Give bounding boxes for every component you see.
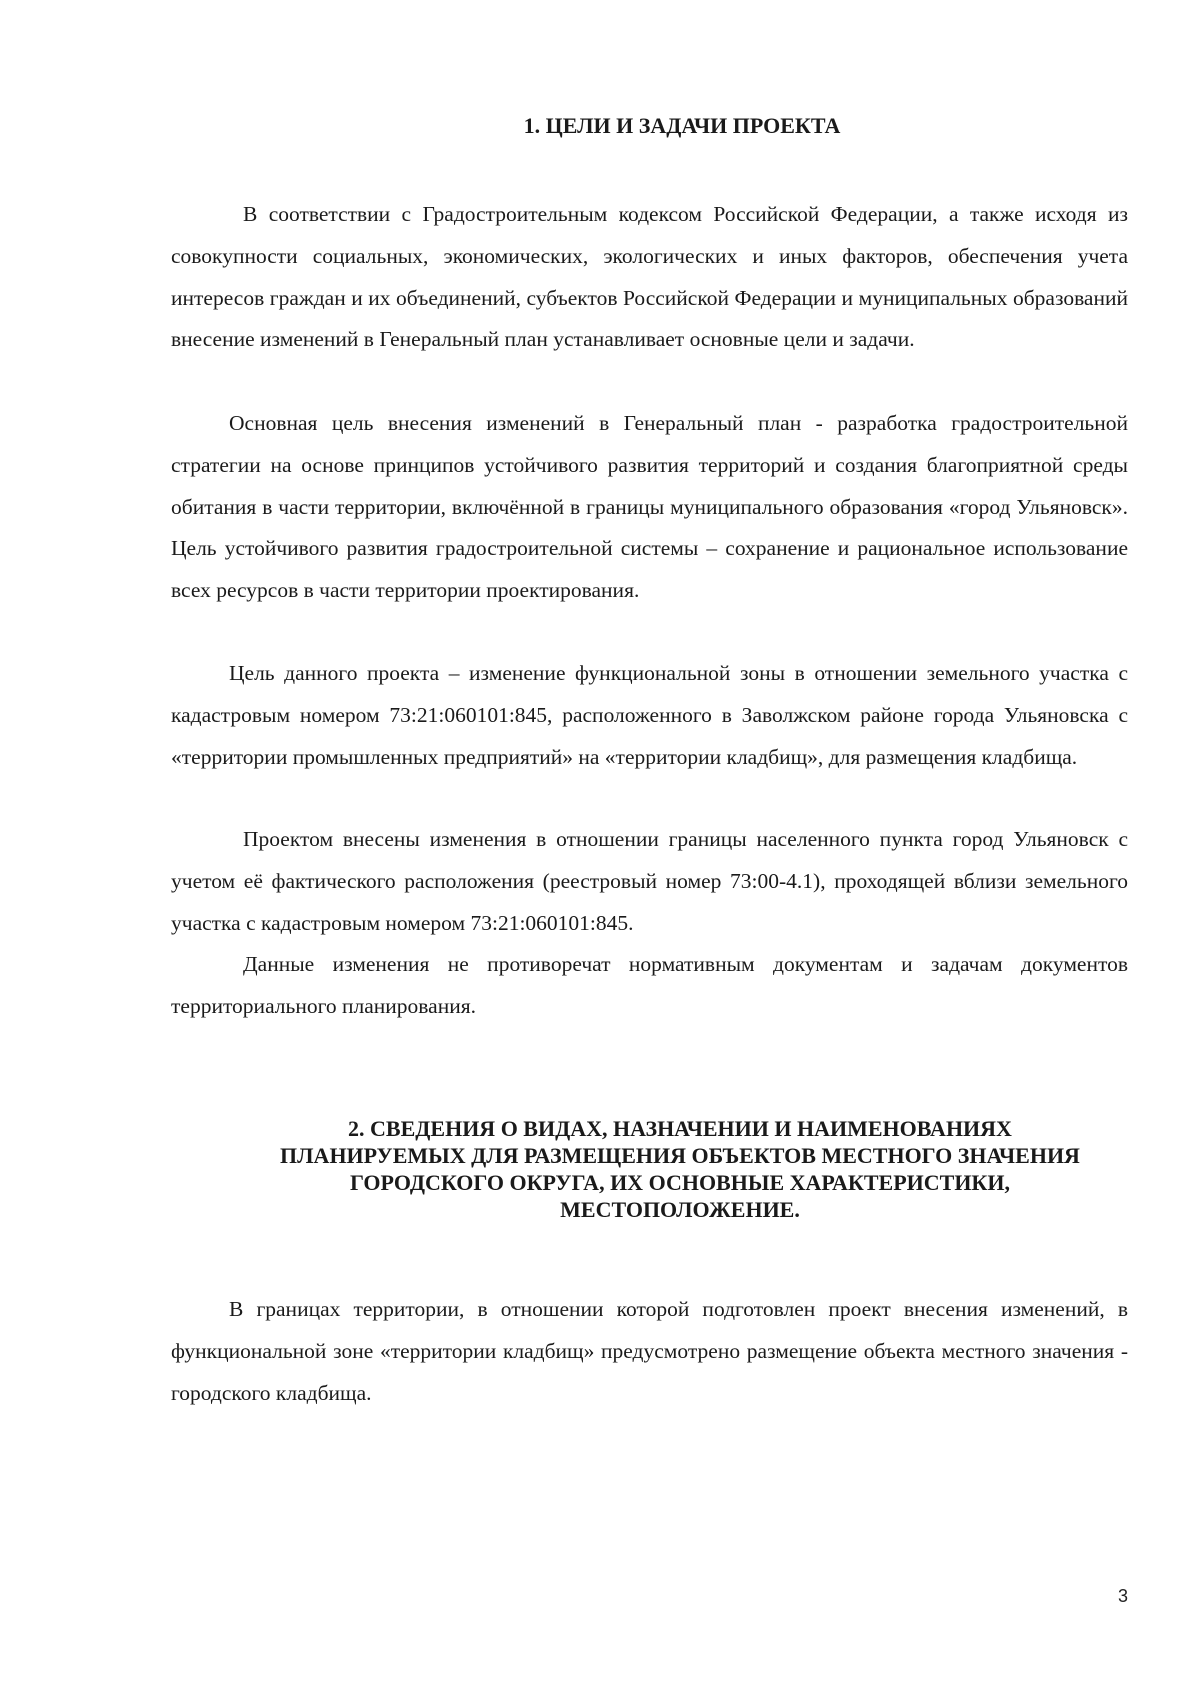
section-1-paragraph-4: Проектом внесены изменения в отношении границы населенного пункта город Ульяновск с учетом её фактического расположения (реестровый номер 73:00-4.1), проходящей вблизи земельного участка с кадастровым номером 73:21:060101:845. [171,827,1128,935]
section-2-title [200,1115,1160,1223]
section-2-title-line-4: МЕСТОПОЛОЖЕНИЕ. [560,1197,800,1222]
section-1-paragraph-2: Основная цель внесения изменений в Генеральный план - разработка градостроительной стратегии на основе принципов устойчивого развития территорий и создания благоприятной среды обитания в части территории, включённой в границы муниципального образования «город Ульяновск». Цель устойчивого развития градостроительной системы – сохранение и рациональное использование всех ресурсов в части территории проектирования. [171,411,1128,603]
section-1-title: 1. ЦЕЛИ И ЗАДАЧИ ПРОЕКТА [523,113,841,138]
section-2-title-line-1: 2. СВЕДЕНИЯ О ВИДАХ, НАЗНАЧЕНИИ И НАИМЕНОВАНИЯХ [348,1116,1012,1141]
section-1-paragraph-1: В соответствии с Градостроительным кодексом Российской Федерации, а также исходя из совокупности социальных, экономических, экологических и иных факторов, обеспечения учета интересов граждан и их объединений, субъектов Российской Федерации и муниципальных образований внесение изменений в Генеральный план устанавливает основные цели и задачи. [171,202,1128,352]
section-2-title-line-3: ГОРОДСКОГО ОКРУГА, ИХ ОСНОВНЫЕ ХАРАКТЕРИСТИКИ, [349,1170,1010,1195]
section-2-paragraph-1: В границах территории, в отношении которой подготовлен проект внесения изменений, в функциональной зоне «территории кладбищ» предусмотрено размещение объекта местного значения - городского кладбища. [171,1297,1128,1405]
section-1-paragraph-5: Данные изменения не противоречат нормативным документам и задачам документов территориального планирования. [171,952,1128,1018]
page-number: 3 [1118,1586,1129,1606]
section-2-title-line-2: ПЛАНИРУЕМЫХ ДЛЯ РАЗМЕЩЕНИЯ ОБЪЕКТОВ МЕСТНОГО ЗНАЧЕНИЯ [280,1143,1080,1168]
section-1-paragraph-3: Цель данного проекта – изменение функциональной зоны в отношении земельного участка с кадастровым номером 73:21:060101:845, расположенного в Заволжском районе города Ульяновска с «территории промышленных предприятий» на «территории кладбищ», для размещения кладбища. [171,661,1128,769]
